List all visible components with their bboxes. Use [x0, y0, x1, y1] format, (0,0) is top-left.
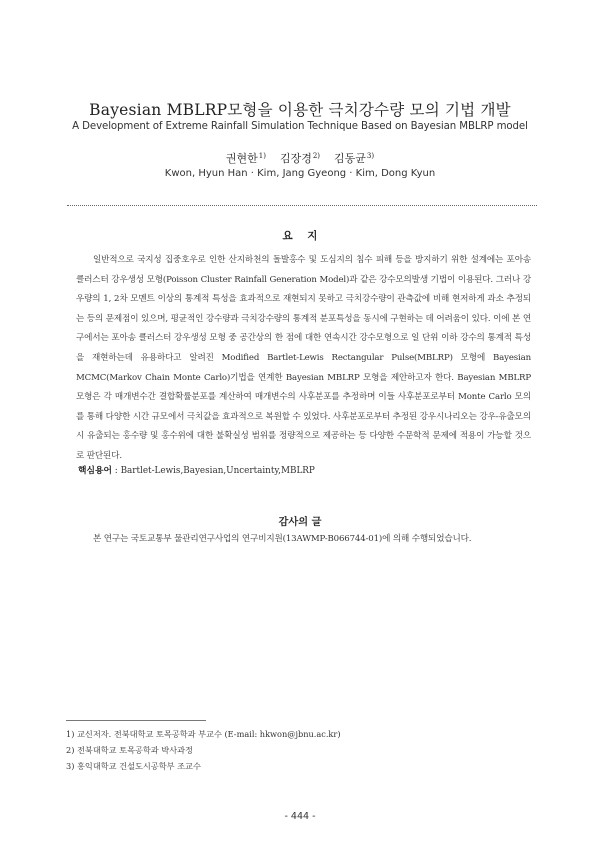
footnote-list — [66, 726, 341, 774]
authors-korean — [0, 150, 600, 166]
keywords-label: 핵심용어 — [78, 466, 112, 476]
author-name: 김장경 — [279, 152, 312, 165]
abstract-body: 일반적으로 국지성 집중호우로 인한 산지하천의 돌발홍수 및 도심지의 침수 피해 등을 방지하기 위한 설계에는 포아송 클러스터 강우생성 모형(Poisson Cluster Rainfall Generation Model)과 같은 강수모의발생 기법이 이용된다. 그러나 강우량의 1, 2차 모멘트 이상의 통계적 특성을 효과적으로 재현되지 못하고 극치강수량이 관측값에 비해 현저하게 과소 추정되는 등의 문제점이 있으며, 평균적인 강수량과 극치강수량의 통계적 분포특성을 동시에 구현하는 데 어려움이 있다. 이에 본 연구에서는 포아송 클러스터 강우생성 모형 중 공간상의 한 점에 대한 연속시간 강수모형으로 일 단위 이하 강수의 통계적 특성을 재현하는데 유용하다고 알려진 Modified Bartlet-Lewis Rectangular Pulse(MBLRP) 모형에 Bayesian MCMC(Markov Chain Monte Carlo)기법을 연계한 Bayesian MBLRP 모형을 제안하고자 한다. Bayesian MBLRP 모형은 각 매개변수간 결합확률분포를 계산하여 매개변수의 사후분포를 추정하며 이들 사후분포로부터 Monte Carlo 모의를 통해 다양한 시간 규모에서 극치값을 효과적으로 복원할 수 있었다. 사후분포로부터 추정된 강우시나리오는 강우-유출모의 시 유출되는 홍수량 및 홍수위에 대한 불확실성 범위를 정량적으로 제공하는 등 다양한 수문학적 문제에 적용이 가능할 것으로 판단된다. — [76, 255, 531, 461]
paper-title-korean: Bayesian MBLRP모형을 이용한 극치강수량 모의 기법 개발 — [89, 101, 511, 119]
author-name: 김동균 — [334, 152, 366, 165]
keywords-separator: : — [112, 466, 121, 476]
footnote-item: 1) 교신저자. 전북대학교 토목공학과 부교수 (E-mail: hkwon@jbnu.ac.kr) — [66, 729, 341, 739]
author-name: 권현한 — [225, 152, 258, 165]
authors-english: Kwon, Hyun Han · Kim, Jang Gyeong · Kim, Dong Kyun — [164, 168, 436, 179]
footnote-item: 3) 홍익대학교 건설도시공학부 조교수 — [66, 761, 201, 771]
page-number: - 444 - — [284, 811, 316, 822]
section-divider — [67, 205, 537, 206]
abstract-heading: 요 지 — [282, 230, 318, 242]
acknowledgement-heading: 감사의 글 — [278, 517, 322, 528]
author-footnote-mark: 2) — [312, 152, 321, 160]
footnote-item: 2) 전북대학교 토목공학과 박사과정 — [66, 745, 193, 755]
keywords-line — [78, 463, 315, 476]
footnote-rule — [66, 720, 206, 721]
author-footnote-mark: 3) — [366, 152, 375, 160]
acknowledgement-body: 본 연구는 국토교통부 물관리연구사업의 연구비지원(13AWMP-B066744-01)에 의해 수행되었습니다. — [93, 534, 472, 544]
keywords-value: Bartlet-Lewis,Bayesian,Uncertainty,MBLRP — [120, 466, 315, 476]
author-footnote-mark: 1) — [258, 152, 266, 160]
paper-title-english: A Development of Extreme Rainfall Simulation Technique Based on Bayesian MBLRP model — [72, 121, 528, 132]
